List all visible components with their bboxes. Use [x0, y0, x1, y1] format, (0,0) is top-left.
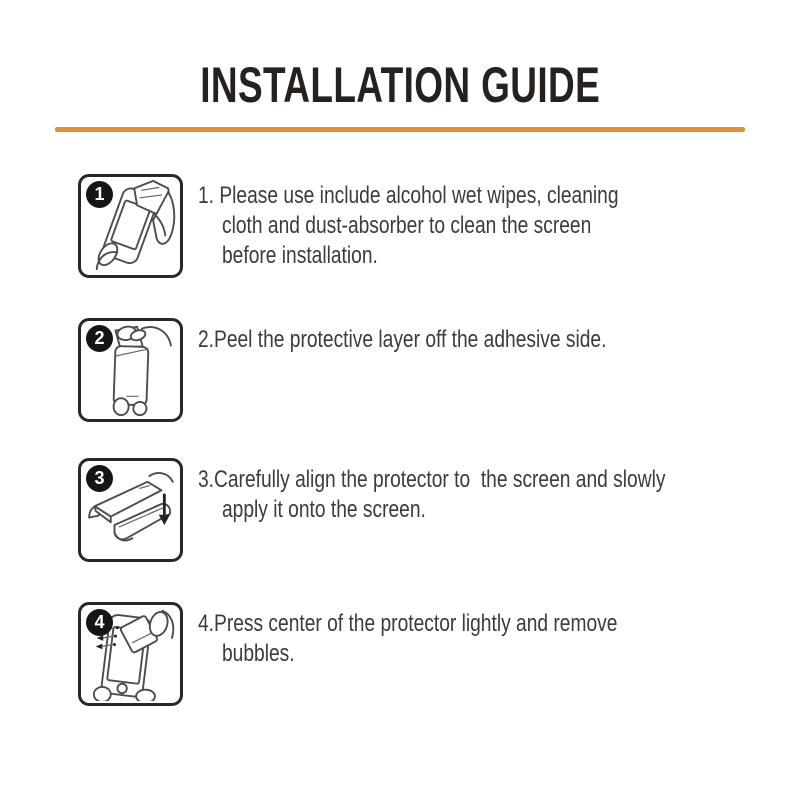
- orange-divider: [55, 127, 745, 132]
- step-3-illustration-box: [78, 458, 183, 562]
- page-title: [0, 56, 800, 114]
- page-title-text: INSTALLATION GUIDE: [200, 57, 600, 113]
- step-3-text: [198, 458, 782, 525]
- step-row-3: [78, 458, 782, 562]
- step-1-text: [198, 174, 724, 271]
- step-row-1: [78, 174, 724, 278]
- step-4-line-1: 4.Press center of the protector lightly and remove: [198, 610, 618, 637]
- step-2-text: [198, 318, 709, 355]
- step-1-number-badge: 1: [86, 181, 113, 208]
- step-4-illustration-box: [78, 602, 183, 706]
- step-3-line-1: 3.Carefully align the protector to the screen and slowly: [198, 466, 666, 493]
- step-4-line-2: bubbles.: [222, 640, 295, 667]
- step-2-illustration-box: [78, 318, 183, 422]
- step-2-number-badge: 2: [86, 325, 113, 352]
- step-3-line-2: apply it onto the screen.: [222, 496, 426, 523]
- step-3-number-badge: 3: [86, 465, 113, 492]
- step-row-2: [78, 318, 709, 422]
- step-2-line-1: 2.Peel the protective layer off the adhesive side.: [198, 326, 607, 353]
- step-4-text: [198, 602, 722, 669]
- step-1-line-3: before installation.: [222, 242, 378, 269]
- step-1-line-2: cloth and dust-absorber to clean the screen: [222, 212, 592, 239]
- step-row-4: [78, 602, 722, 706]
- step-1-illustration-box: [78, 174, 183, 278]
- step-1-line-1: 1. Please use include alcohol wet wipes, cleaning: [198, 182, 619, 209]
- step-4-number-badge: 4: [86, 609, 113, 636]
